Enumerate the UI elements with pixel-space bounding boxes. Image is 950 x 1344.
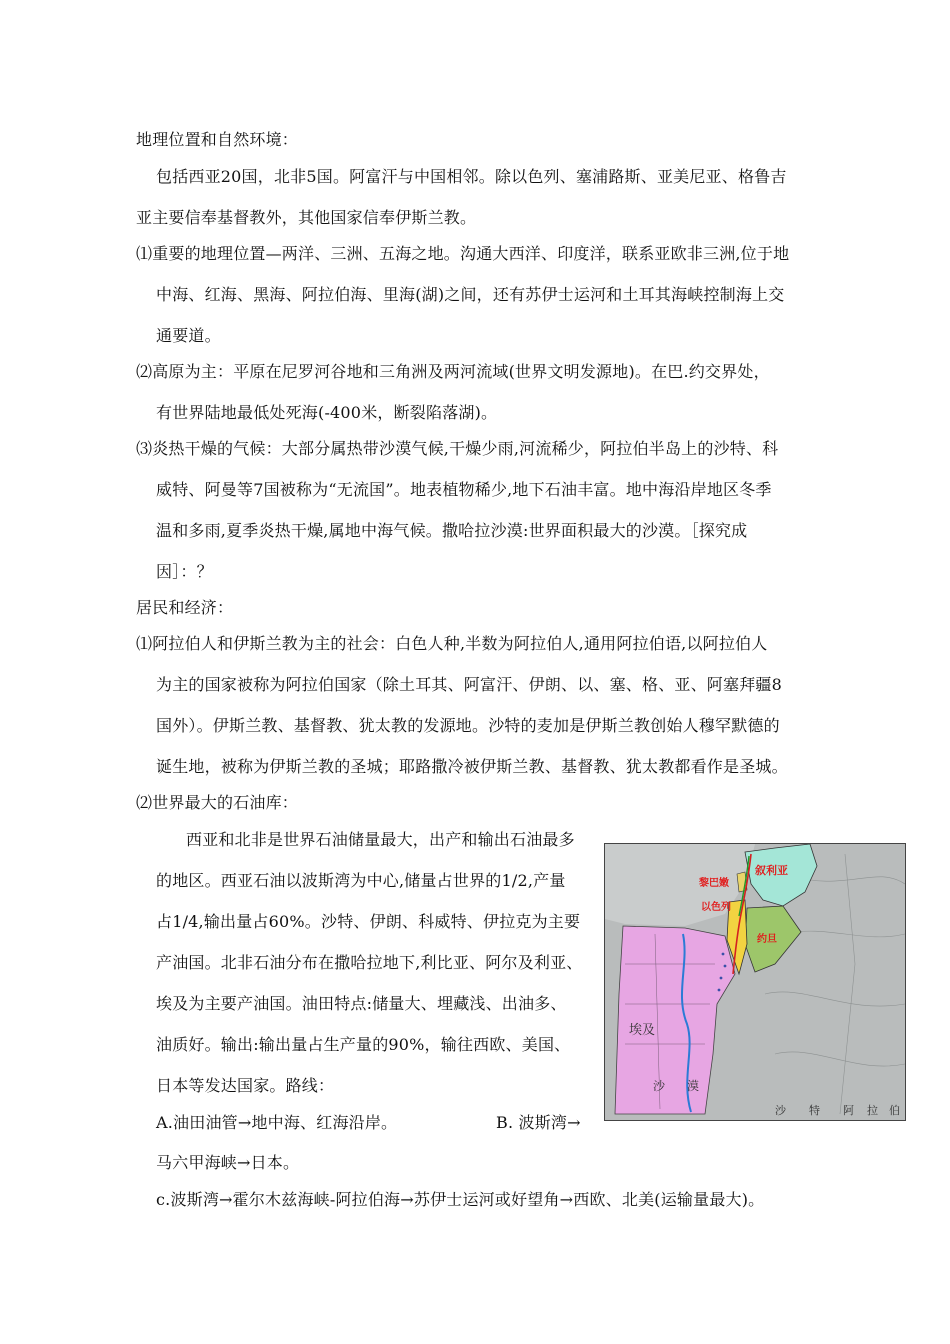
oil-line-7: 日本等发达国家。路线： <box>156 1076 335 1095</box>
map-graphic <box>605 844 905 1120</box>
route-b: B. 波斯湾→ <box>496 1113 581 1132</box>
s2-item2-heading: ⑵世界最大的石油库： <box>136 793 299 812</box>
label-syria: 叙利亚 <box>755 864 788 877</box>
section-heading-geography: 地理位置和自然环境： <box>136 130 299 149</box>
item1-line-3: 通要道。 <box>156 326 221 345</box>
label-arabia-c: 阿 <box>843 1104 854 1117</box>
label-desert-a: 沙 <box>653 1079 666 1093</box>
item2-line-1: ⑵高原为主：平原在尼罗河谷地和三角洲及两河流域(世界文明发源地)。在巴.约交界处， <box>136 362 770 381</box>
route-c: c.波斯湾→霍尔木兹海峡-阿拉伯海→苏伊士运河或好望角→西欧、北美(运输量最大)。 <box>156 1190 765 1209</box>
item2-line-2: 有世界陆地最低处死海(-400米，断裂陷落湖)。 <box>156 403 498 422</box>
oil-line-4: 产油国。北非石油分布在撒哈拉地下,利比亚、阿尔及利亚、 <box>156 953 583 972</box>
label-lebanon: 黎巴嫩 <box>699 878 729 889</box>
route-a: A.油田油管→地中海、红海沿岸。 <box>156 1113 398 1132</box>
label-israel: 以色列 <box>701 902 731 913</box>
middle-east-map <box>604 843 906 1121</box>
egypt-region <box>615 926 735 1114</box>
s2-item1-line-4: 诞生地，被称为伊斯兰教的圣城；耶路撒冷被伊斯兰教、基督教、犹太教都看作是圣城。 <box>156 757 788 776</box>
route-b-continued: 马六甲海峡→日本。 <box>156 1153 300 1172</box>
item3-line-2: 威特、阿曼等7国被称为“无流国”。地表植物稀少,地下石油丰富。地中海沿岸地区冬季 <box>156 480 772 499</box>
label-arabia-d: 拉 <box>867 1104 878 1117</box>
intro-line-1: 包括西亚20国，北非5国。阿富汗与中国相邻。除以色列、塞浦路斯、亚美尼亚、格鲁吉 <box>156 167 787 186</box>
s2-item1-line-2: 为主的国家被称为阿拉伯国家（除土耳其、阿富汗、伊朗、以、塞、格、亚、阿塞拜疆8 <box>156 675 782 694</box>
label-arabia-b: 特 <box>809 1104 820 1117</box>
oil-line-2: 的地区。西亚石油以波斯湾为中心,储量占世界的1/2,产量 <box>156 871 566 890</box>
item1-line-2: 中海、红海、黑海、阿拉伯海、里海(湖)之间，还有苏伊士运河和土耳其海峡控制海上交 <box>156 285 785 304</box>
item3-line-1: ⑶炎热干燥的气候：大部分属热带沙漠气候,干燥少雨,河流稀少，阿拉伯半岛上的沙特、科 <box>136 439 779 458</box>
item3-line-3: 温和多雨,夏季炎热干燥,属地中海气候。撒哈拉沙漠:世界面积最大的沙漠。［探究成 <box>156 521 748 540</box>
label-egypt: 埃及 <box>629 1023 656 1038</box>
label-arabia-a: 沙 <box>775 1104 786 1117</box>
oil-line-3: 占1/4,输出量占60%。沙特、伊朗、科威特、伊拉克为主要 <box>156 912 581 931</box>
item3-line-4: 因］：？ <box>156 562 213 581</box>
label-arabia-e: 伯 <box>889 1104 900 1117</box>
s2-item1-line-1: ⑴阿拉伯人和伊斯兰教为主的社会：白色人种,半数为阿拉伯人,通用阿拉伯语,以阿拉伯人 <box>136 634 768 653</box>
item1-line-1: ⑴重要的地理位置—两洋、三洲、五海之地。沟通大西洋、印度洋，联系亚欧非三洲,位于地 <box>136 244 790 263</box>
s2-item1-line-3: 国外）。伊斯兰教、基督教、犹太教的发源地。沙特的麦加是伊斯兰教创始人穆罕默德的 <box>156 716 780 735</box>
oil-line-6: 油质好。输出:输出量占生产量的90%，输往西欧、美国、 <box>156 1035 571 1054</box>
section-heading-residents: 居民和经济： <box>136 598 234 617</box>
label-jordan: 约旦 <box>757 934 777 945</box>
oil-line-5: 埃及为主要产油国。油田特点:储量大、埋藏浅、出油多、 <box>156 994 567 1013</box>
oil-line-1: 西亚和北非是世界石油储量最大，出产和输出石油最多 <box>186 830 575 849</box>
label-desert-b: 漠 <box>687 1079 700 1093</box>
intro-line-2: 亚主要信奉基督教外，其他国家信奉伊斯兰教。 <box>136 208 477 227</box>
